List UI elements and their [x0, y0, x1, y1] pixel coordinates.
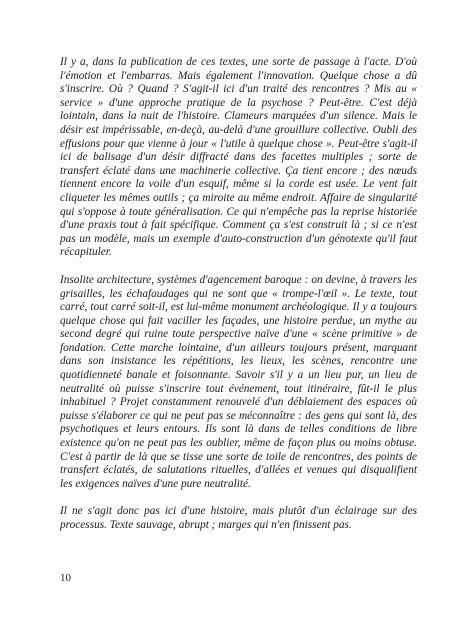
paragraph-2: Insolite architecture, systèmes d'agencement baroque : on devine, à travers les grisailles, les échafaudages qui ne sont que « trompe-l'œil ». Le texte, tout carré, tout carré soit-il, est lui-même monument archéologique. Il y a toujours quelque chose qui fait vaciller les façades, une histoire perdue, un mythe au second degré qui ruine toute perspective naïve d'une « scène primitive » de fondation. Cette marche lointaine, d'un ailleurs toujours présent, marquant dans son insistance les répétitions, les lieux, les scènes, rencontre une quotidienneté banale et foisonnante. Savoir s'il y a un lieu pur, un lieu de neutralité où puisse s'inscrire tout événement, tout itinéraire, fût-il le plus inhabituel ? Projet constamment renouvelé d'un déblaiement des espaces où puisse s'élaborer ce qui ne peut pas se méconnaître : des gens qui sont là, des psychotiques et leurs entours. Ils sont là dans de telles conditions de libre existence qu'on ne peut pas les oublier, même de façon plus ou moins obtuse. C'est à partir de là que se tisse une sorte de toile de rencontres, des points de transfert éclatés, de salutations rituelles, d'allées et venues qui disqualifient les exigences naïves d'une pure neutralité. [60, 273, 417, 490]
page-number: 10 [60, 572, 71, 584]
body-text [60, 56, 417, 533]
paragraph-1: Il y a, dans la publication de ces textes, une sorte de passage à l'acte. D'où l'émotion et l'embarras. Mais également l'innovation. Quelque chose a dû s'inscrire. Où ? Quand ? S'agit-il ici d'un traité des rencontres ? Mis au « service » d'une approche pratique de la psychose ? Peut-être. C'est déjà lointain, dans la nuit de l'histoire. Clameurs marquées d'un silence. Mais le désir est impérissable, en-deçà, au-delà d'une grouillure collective. Oubli des effusions pour que vienne à jour « l'utile à quelque chose ». Peut-être s'agit-il ici de balisage d'un désir diffracté dans des facettes multiples ; sorte de transfert éclaté dans une machinerie collective. Ça tient encore ; des nœuds tiennent encore la voile d'un esquif, même si la corde est usée. Le vent fait cliqueter les mêmes outils ; ça miroite au même endroit. Affaire de singularité qui s'oppose à toute généralisation. Ce qui n'empêche pas la reprise historiée d'une praxis tout à fait spécifique. Comment ça s'est construit là ; si ce n'est pas un modèle, mais un exemple d'auto-construction d'un génotexte qu'il faut récapituler. [60, 56, 417, 259]
paragraph-3: Il ne s'agit donc pas ici d'une histoire, mais plutôt d'un éclairage sur des processus. Texte sauvage, abrupt ; marges qui n'en finissent pas. [60, 505, 417, 531]
